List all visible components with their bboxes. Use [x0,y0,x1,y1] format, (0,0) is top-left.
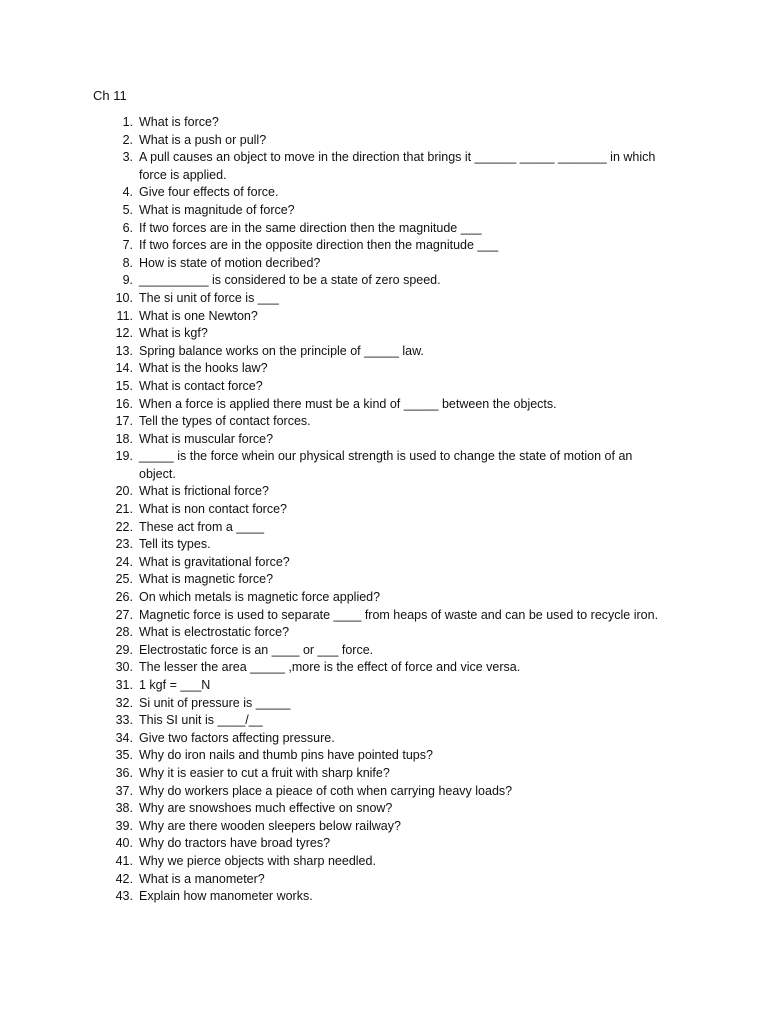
question-number: 20. [115,484,133,499]
question-text: What is muscular force? [139,431,274,446]
question-item [0,308,768,326]
question-item [0,765,768,783]
question-item [0,360,768,378]
question-number: 16. [115,396,133,411]
question-text: This SI unit is ____/__ [139,713,263,728]
question-item [0,818,768,836]
question-number: 14. [115,361,133,376]
question-number: 30. [115,660,133,675]
question-number: 3. [122,150,133,165]
question-number: 37. [115,783,133,798]
question-number: 11. [116,308,133,323]
question-item [0,132,768,150]
question-item [0,730,768,748]
question-item [0,712,768,730]
question-number: 7. [122,238,133,253]
question-text: Magnetic force is used to separate ____ from heaps of waste and can be used to recycle iron. [139,607,659,622]
question-number: 18. [115,431,133,446]
question-text: Why do tractors have broad tyres? [139,836,331,851]
question-text: The si unit of force is ___ [139,290,279,305]
question-item [0,343,768,361]
question-number: 42. [115,871,133,886]
question-number: 32. [115,695,133,710]
question-number: 27. [115,607,133,622]
question-text: These act from a ____ [139,519,265,534]
question-item [0,149,768,184]
question-text: A pull causes an object to move in the direction that brings it ______ _____ _______ in which force is applied. [139,150,656,182]
question-number: 23. [115,537,133,552]
question-number: 33. [115,713,133,728]
question-item [0,888,768,906]
question-item [0,624,768,642]
question-item [0,659,768,677]
question-text: When a force is applied there must be a kind of _____ between the objects. [139,396,557,411]
question-item [0,272,768,290]
question-text: What is a manometer? [139,871,265,886]
question-item [0,695,768,713]
question-item [0,396,768,414]
question-number: 9. [122,273,133,288]
question-number: 28. [115,625,133,640]
question-text: What is electrostatic force? [139,625,290,640]
question-number: 24. [115,554,133,569]
question-text: Spring balance works on the principle of _____ law. [139,343,424,358]
question-text: _____ is the force whein our physical strength is used to change the state of motion of an object. [139,449,633,481]
question-item [0,290,768,308]
question-number: 22. [115,519,133,534]
question-item [0,571,768,589]
question-number: 36. [115,765,133,780]
question-text: What is contact force? [139,378,263,393]
question-number: 19. [115,449,133,464]
question-item [0,202,768,220]
question-number: 35. [115,748,133,763]
question-item [0,519,768,537]
question-number: 41. [115,853,133,868]
question-text: What is force? [139,115,219,129]
question-item [0,501,768,519]
question-number: 34. [115,730,133,745]
question-item [0,783,768,801]
question-text: Why are snowshoes much effective on snow? [139,801,393,816]
question-text: What is a push or pull? [139,132,267,147]
question-item [0,835,768,853]
question-number: 43. [115,889,133,904]
question-text: The lesser the area _____ ,more is the effect of force and vice versa. [139,660,521,675]
question-text: What is magnetic force? [139,572,274,587]
question-text: If two forces are in the opposite direction then the magnitude ___ [139,238,499,253]
chapter-title: Ch 11 [93,88,127,103]
question-number: 1. [122,115,133,129]
question-item [0,677,768,695]
question-text: 1 kgf = ___N [139,678,211,692]
question-item [0,448,768,483]
question-text: Why do workers place a pieace of coth when carrying heavy loads? [139,783,513,798]
question-number: 15. [115,378,133,393]
question-item [0,114,768,132]
question-item [0,871,768,889]
question-number: 10. [115,290,133,305]
question-number: 4. [122,185,133,200]
question-text: What is kgf? [139,326,208,341]
question-number: 8. [122,255,133,270]
question-item [0,413,768,431]
question-number: 12. [115,326,133,341]
question-text: What is non contact force? [139,502,287,517]
question-item [0,325,768,343]
question-number: 31. [115,678,133,692]
question-number: 40. [115,836,133,851]
question-number: 13. [115,343,133,358]
question-text: On which metals is magnetic force applied? [139,590,381,605]
question-text: Why are there wooden sleepers below railway? [139,818,401,833]
question-text: If two forces are in the same direction then the magnitude ___ [139,220,482,235]
question-number: 21. [115,502,133,517]
question-number: 17. [115,414,133,429]
question-number: 6. [122,220,133,235]
question-number: 39. [115,818,133,833]
question-list [0,114,768,906]
question-item [0,800,768,818]
question-text: What is one Newton? [139,308,258,323]
question-number: 29. [115,642,133,657]
question-item [0,431,768,449]
question-text: Give four effects of force. [139,185,279,200]
question-item [0,378,768,396]
question-item [0,642,768,660]
question-text: Give two factors affecting pressure. [139,730,335,745]
question-item [0,607,768,625]
question-text: Why it is easier to cut a fruit with sharp knife? [139,765,390,780]
question-number: 5. [122,202,133,217]
question-text: __________ is considered to be a state of zero speed. [139,273,441,288]
question-text: Electrostatic force is an ____ or ___ force. [139,642,374,657]
question-number: 25. [115,572,133,587]
question-text: How is state of motion decribed? [139,255,321,270]
question-item [0,184,768,202]
question-item [0,483,768,501]
question-item [0,589,768,607]
question-text: Tell its types. [139,537,211,552]
question-text: What is gravitational force? [139,554,290,569]
question-number: 38. [115,801,133,816]
question-text: Si unit of pressure is _____ [139,695,291,710]
question-text: What is frictional force? [139,484,269,499]
question-item [0,536,768,554]
question-text: Explain how manometer works. [139,889,313,904]
question-text: Tell the types of contact forces. [139,414,311,429]
question-text: Why do iron nails and thumb pins have pointed tups? [139,748,433,763]
question-text: Why we pierce objects with sharp needled. [139,853,376,868]
question-item [0,220,768,238]
question-text: What is the hooks law? [139,361,268,376]
question-item [0,853,768,871]
question-number: 26. [115,590,133,605]
question-text: What is magnitude of force? [139,202,295,217]
question-item [0,554,768,572]
question-number: 2. [122,132,133,147]
question-item [0,237,768,255]
question-item [0,255,768,273]
question-item [0,747,768,765]
